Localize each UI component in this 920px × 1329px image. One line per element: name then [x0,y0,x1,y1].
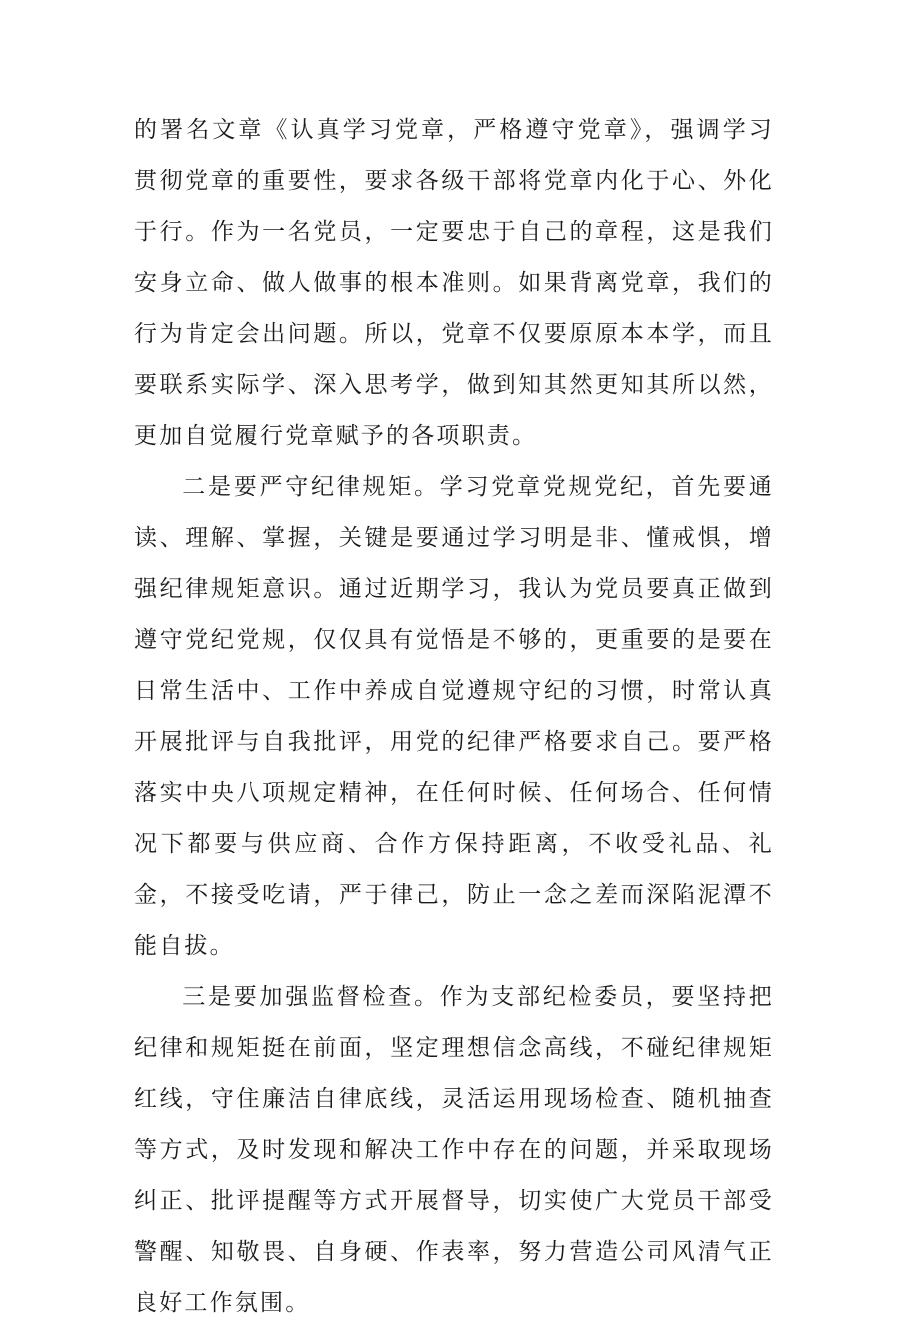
paragraph-discipline: 二是要严守纪律规矩。学习党章党规党纪，首先要通读、理解、掌握，关键是要通过学习明是非、懂戒惧，增强纪律规矩意识。通过近期学习，我认为党员要真正做到遵守党纪党规，仅仅具有觉悟是不够的，更重要的是要在日常生活中、工作中养成自觉遵规守纪的习惯，时常认真开展批评与自我批评，用党的纪律严格要求自己。要严格落实中央八项规定精神，在任何时候、任何场合、任何情况下都要与供应商、合作方保持距离，不收受礼品、礼金，不接受吃请，严于律己，防止一念之差而深陷泥潭不能自拔。 [134,474,774,959]
document-body [134,105,774,1329]
paragraph-continuation: 的署名文章《认真学习党章，严格遵守党章》，强调学习贯彻党章的重要性，要求各级干部将党章内化于心、外化于行。作为一名党员，一定要忠于自己的章程，这是我们安身立命、做人做事的根本准则。如果背离党章，我们的行为肯定会出问题。所以，党章不仅要原原本本学，而且要联系实际学、深入思考学，做到知其然更知其所以然，更加自觉履行党章赋予的各项职责。 [134,117,774,449]
paragraph-supervision: 三是要加强监督检查。作为支部纪检委员，要坚持把纪律和规矩挺在前面，坚定理想信念高线，不碰纪律规矩红线，守住廉洁自律底线，灵活运用现场检查、随机抽查等方式，及时发现和解决工作中存在的问题，并采取现场纠正、批评提醒等方式开展督导，切实使广大党员干部受警醒、知敬畏、自身硬、作表率，努力营造公司风清气正良好工作氛围。 [134,984,774,1316]
